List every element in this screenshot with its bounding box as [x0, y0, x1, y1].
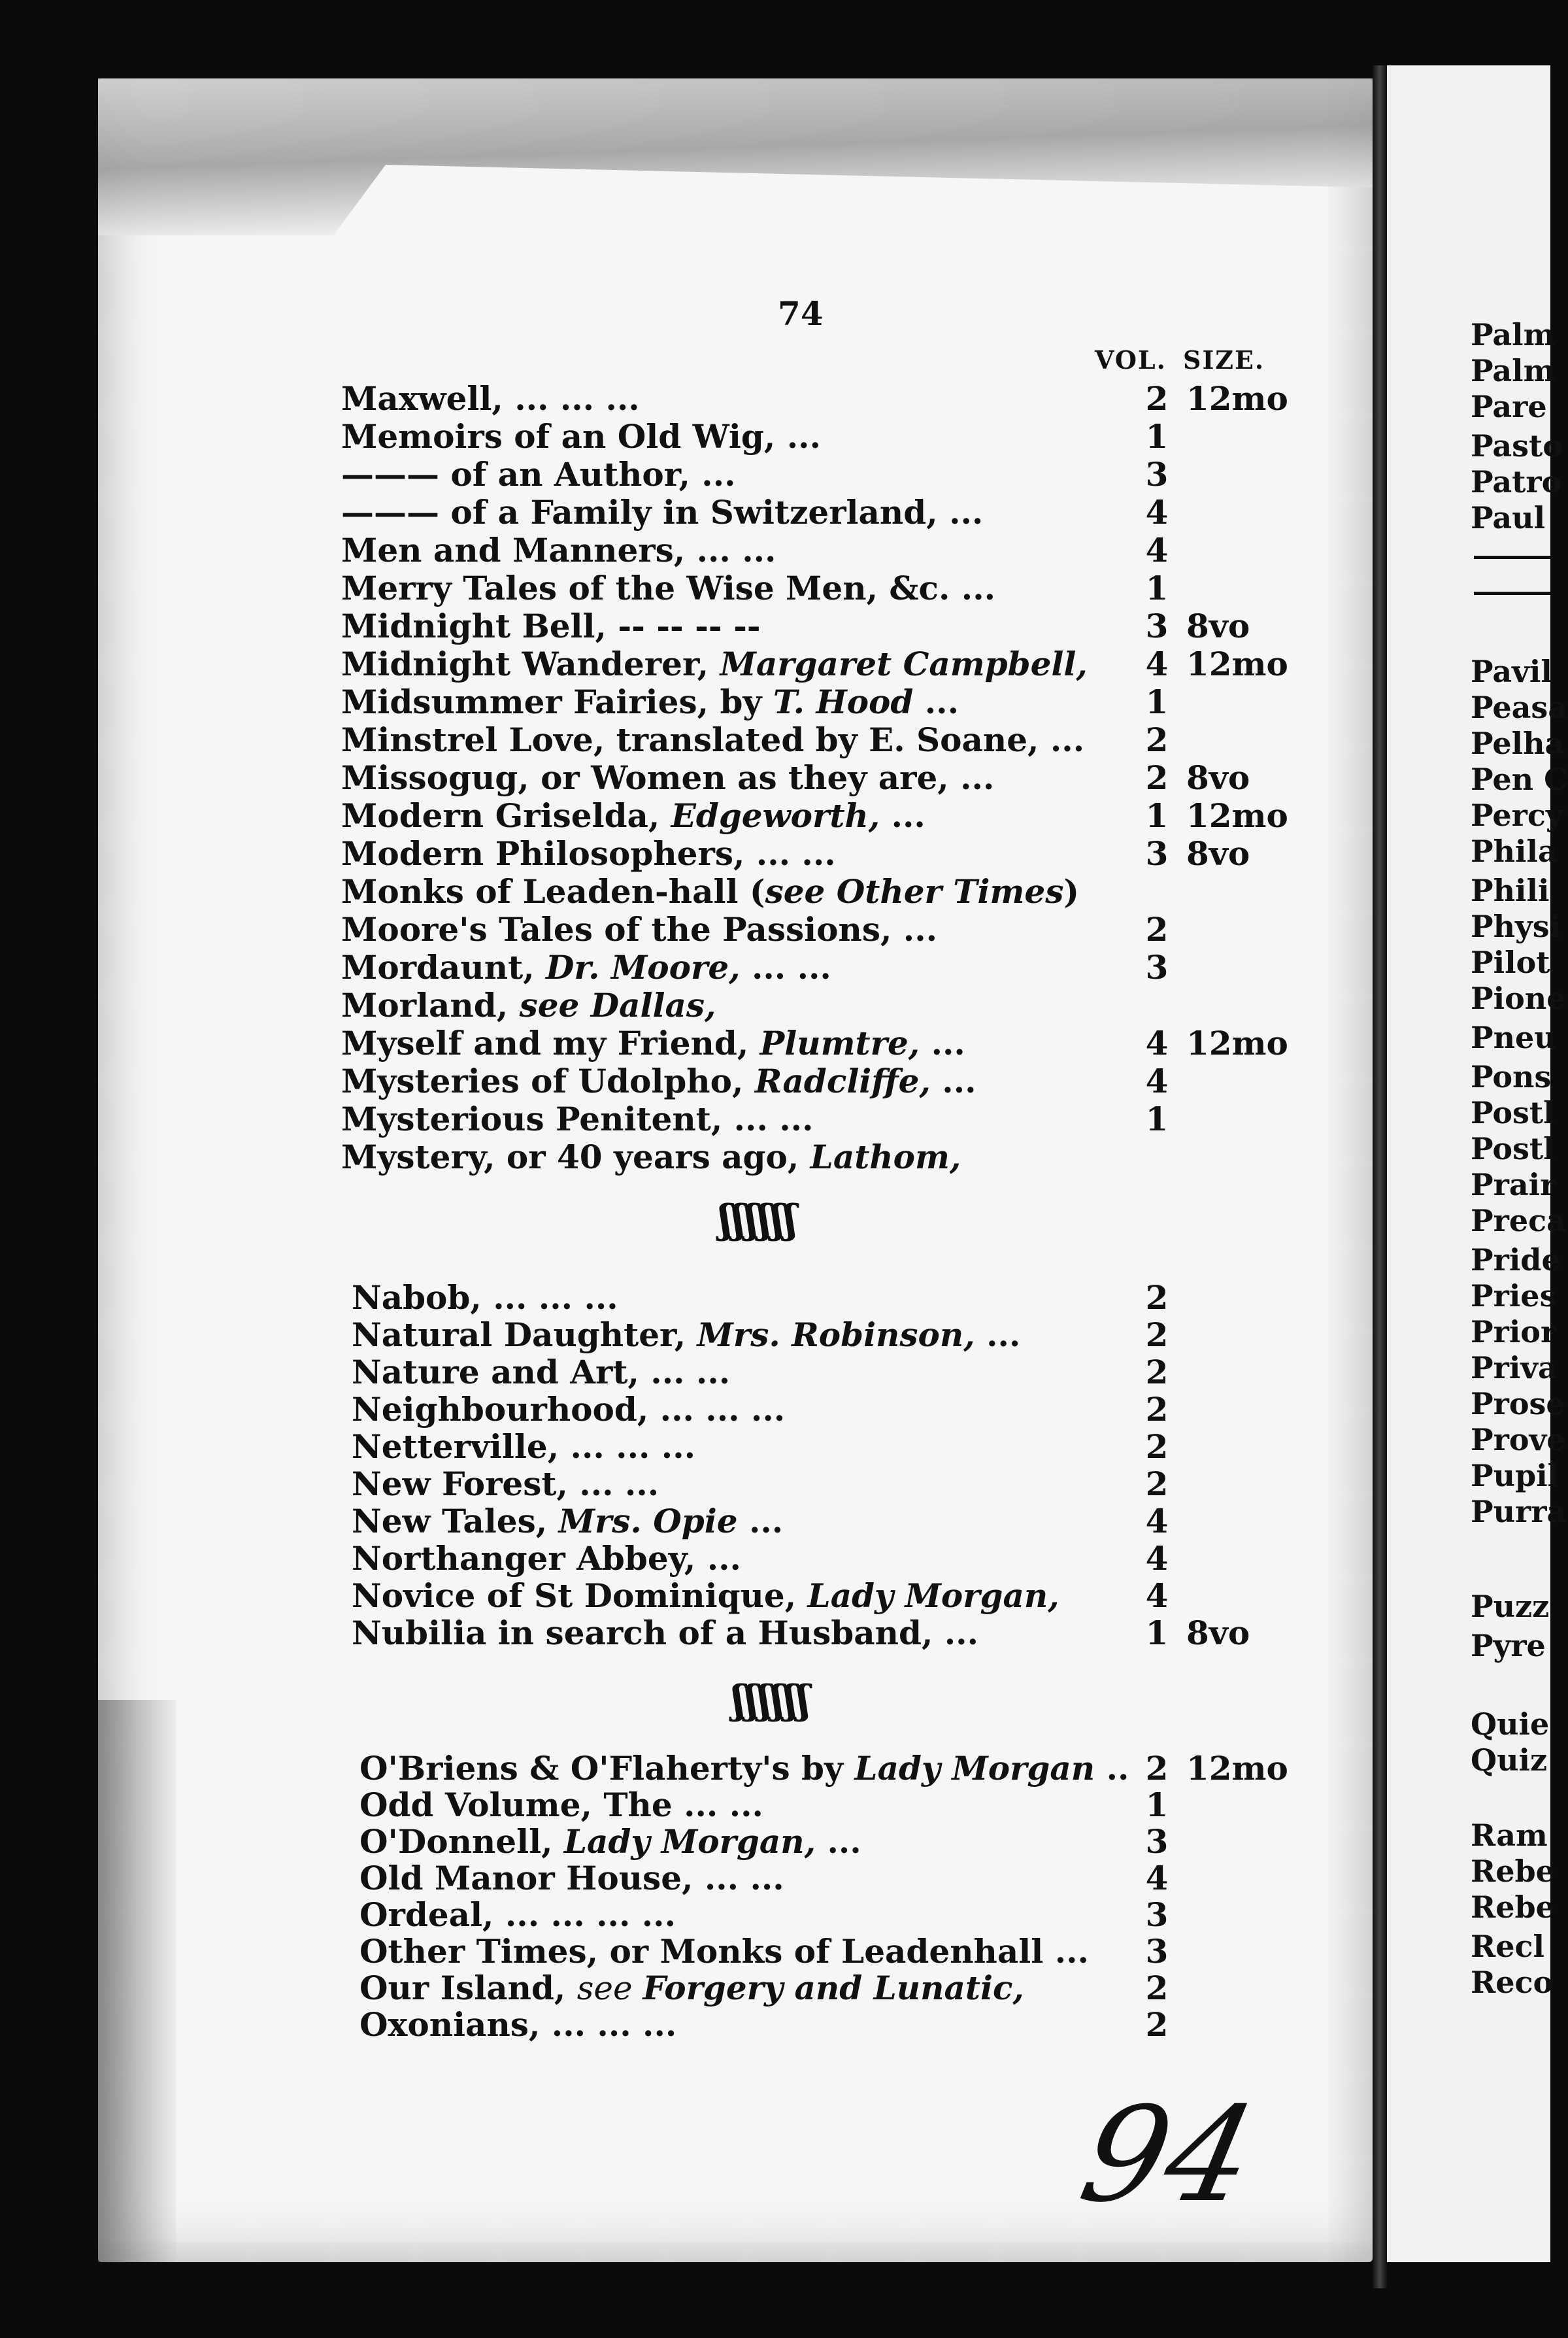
catalogue-entry: [0, 986, 1373, 1024]
entry-size: 12mo: [1186, 1749, 1288, 1787]
entry-volumes: 3: [1145, 834, 1169, 873]
entry-volumes: 4: [1145, 531, 1169, 569]
facing-page-dash: [1474, 556, 1550, 559]
entry-title: Monks of Leaden-hall (see Other Times): [341, 872, 1080, 911]
column-header-size: SIZE.: [1183, 345, 1265, 375]
facing-page-word: Patro: [1471, 464, 1562, 500]
entry-title: Northanger Abbey, ...: [352, 1539, 741, 1578]
catalogue-entry: [0, 1100, 1373, 1138]
entry-title: Modern Griselda, Edgeworth, ...: [341, 796, 926, 835]
facing-page-word: Postl: [1471, 1095, 1555, 1130]
entry-title: Ordeal, ... ... ... ...: [359, 1895, 676, 1934]
catalogue-entry: [0, 493, 1373, 531]
catalogue-entry: [0, 379, 1373, 417]
entry-title: Midnight Wanderer, Margaret Campbell,: [341, 645, 1088, 683]
entry-title: Nabob, ... ... ...: [352, 1278, 618, 1317]
entry-title: Nature and Art, ... ...: [352, 1353, 731, 1391]
entry-title: Moore's Tales of the Passions, ...: [341, 910, 938, 949]
catalogue-entry: [0, 645, 1373, 683]
entry-volumes: 2: [1145, 1278, 1169, 1317]
entry-title: Midsummer Fairies, by T. Hood ...: [341, 683, 959, 721]
facing-page-word: Rebe: [1471, 1854, 1555, 1889]
facing-page-word: Palm: [1471, 353, 1556, 388]
facing-page-word: Recl: [1471, 1929, 1544, 1964]
entry-volumes: 2: [1145, 2005, 1169, 2044]
entry-title: Mysterious Penitent, ... ...: [341, 1100, 814, 1138]
catalogue-entry: [0, 1576, 1373, 1614]
catalogue-entry: [0, 1969, 1373, 2007]
facing-page-word: Pyre: [1471, 1628, 1546, 1663]
entry-title: Other Times, or Monks of Leadenhall ...: [359, 1932, 1089, 1971]
entry-size: 8vo: [1186, 1614, 1250, 1652]
facing-page-word: Pare: [1471, 389, 1547, 424]
catalogue-entry: [0, 1859, 1373, 1897]
entry-title: O'Donnell, Lady Morgan, ...: [359, 1822, 861, 1861]
catalogue-entry: [0, 1614, 1373, 1652]
facing-page-word: Prair: [1471, 1167, 1556, 1202]
entry-title: Oxonians, ... ... ...: [359, 2005, 677, 2044]
facing-page-word: Pelha: [1471, 726, 1565, 761]
entry-title: Missogug, or Women as they are, ...: [341, 758, 995, 797]
catalogue-entry: [0, 1353, 1373, 1391]
entry-title: Novice of St Dominique, Lady Morgan,: [352, 1576, 1059, 1615]
entry-volumes: 3: [1145, 1895, 1169, 1934]
facing-page-dash: [1474, 592, 1550, 595]
entry-title: ——— of a Family in Switzerland, ...: [341, 493, 984, 532]
facing-page-word: Pneu: [1471, 1020, 1556, 1055]
entry-size: 12mo: [1186, 1024, 1288, 1062]
entry-volumes: 2: [1145, 758, 1169, 797]
entry-volumes: 4: [1145, 493, 1169, 532]
entry-volumes: 3: [1145, 1822, 1169, 1861]
facing-page-word: Pons: [1471, 1059, 1552, 1094]
catalogue-entry: [0, 1278, 1373, 1316]
catalogue-entry: [0, 1138, 1373, 1176]
book-gutter: [1373, 65, 1387, 2288]
entry-volumes: 2: [1145, 720, 1169, 759]
entry-volumes: 1: [1145, 796, 1169, 835]
catalogue-entry: [0, 455, 1373, 493]
entry-title: Neighbourhood, ... ... ...: [352, 1390, 786, 1429]
entry-title: ——— of an Author, ...: [341, 455, 736, 494]
facing-page-word: Priva: [1471, 1350, 1558, 1385]
facing-page-word: Pione: [1471, 981, 1566, 1016]
entry-volumes: 2: [1145, 1465, 1169, 1503]
facing-page-word: Ram: [1471, 1818, 1548, 1853]
entry-title: Old Manor House, ... ...: [359, 1859, 784, 1897]
entry-volumes: 4: [1145, 645, 1169, 683]
entry-volumes: 2: [1145, 1427, 1169, 1466]
facing-page-word: Puzz: [1471, 1589, 1550, 1624]
entry-size: 8vo: [1186, 607, 1250, 645]
entry-volumes: 3: [1145, 948, 1169, 987]
facing-page-word: Pilot: [1471, 945, 1550, 980]
catalogue-entry: [0, 1390, 1373, 1428]
entry-title: Mystery, or 40 years ago, Lathom,: [341, 1138, 961, 1176]
entry-title: Maxwell, ... ... ...: [341, 379, 640, 418]
entry-volumes: 2: [1145, 910, 1169, 949]
facing-page-word: Quie: [1471, 1706, 1550, 1742]
entry-volumes: 1: [1145, 417, 1169, 456]
entry-title: Minstrel Love, translated by E. Soane, ...: [341, 720, 1085, 759]
catalogue-entry: [0, 834, 1373, 872]
entry-title: Netterville, ... ... ...: [352, 1427, 696, 1466]
entry-volumes: 3: [1145, 455, 1169, 494]
entry-volumes: 2: [1145, 379, 1169, 418]
entry-volumes: 1: [1145, 1614, 1169, 1652]
entry-size: 12mo: [1186, 796, 1288, 835]
entry-title: Natural Daughter, Mrs. Robinson, ...: [352, 1315, 1021, 1354]
entry-title: Morland, see Dallas,: [341, 986, 716, 1025]
entry-volumes: 1: [1145, 683, 1169, 721]
catalogue-entry: [0, 796, 1373, 834]
catalogue-entry: [0, 531, 1373, 569]
facing-page-word: Physi: [1471, 909, 1561, 944]
facing-page-word: Reco: [1471, 1965, 1554, 2000]
entry-title: Merry Tales of the Wise Men, &c. ...: [341, 569, 996, 607]
facing-page-word: Palm: [1471, 317, 1556, 352]
entry-title: Odd Volume, The ... ...: [359, 1786, 763, 1824]
catalogue-entry: [0, 417, 1373, 455]
catalogue-entry: [0, 1749, 1373, 1787]
entry-title: Nubilia in search of a Husband, ...: [352, 1614, 978, 1652]
catalogue-entry: [0, 1427, 1373, 1465]
section-divider-ornament: ʃʃʃʃʃʃ: [732, 1677, 810, 1723]
entry-title: Memoirs of an Old Wig, ...: [341, 417, 821, 456]
entry-volumes: 4: [1145, 1502, 1169, 1540]
catalogue-entry: [0, 1315, 1373, 1353]
column-header-vol: VOL.: [1095, 345, 1167, 375]
catalogue-entry: [0, 1539, 1373, 1577]
entry-title: Midnight Bell, -- -- -- --: [341, 607, 761, 645]
facing-page-word: Paul: [1471, 500, 1546, 535]
facing-page-word: Prior: [1471, 1314, 1557, 1349]
entry-size: 8vo: [1186, 834, 1250, 873]
catalogue-entry: [0, 1502, 1373, 1540]
catalogue-entry: [0, 948, 1373, 986]
catalogue-entry: [0, 569, 1373, 607]
entry-volumes: 4: [1145, 1859, 1169, 1897]
entry-volumes: 2: [1145, 1390, 1169, 1429]
page-number: 74: [778, 294, 824, 333]
catalogue-entry: [0, 1822, 1373, 1860]
entry-volumes: 2: [1145, 1749, 1169, 1787]
facing-page-word: Postl: [1471, 1131, 1555, 1166]
facing-page-word: Percy: [1471, 798, 1563, 833]
facing-page-word: Prose: [1471, 1386, 1565, 1421]
facing-page-word: Quiz: [1471, 1742, 1548, 1778]
facing-page-word: Pasto: [1471, 428, 1563, 464]
catalogue-entry: [0, 872, 1373, 910]
catalogue-entry: [0, 1786, 1373, 1823]
entry-title: O'Briens & O'Flaherty's by Lady Morgan ..: [359, 1749, 1129, 1787]
facing-page-word: Purra: [1471, 1494, 1567, 1529]
facing-page-word: Rebe: [1471, 1889, 1555, 1925]
entry-title: New Tales, Mrs. Opie ...: [352, 1502, 784, 1540]
catalogue-entry: [0, 1024, 1373, 1062]
facing-page-word: Pavil: [1471, 654, 1552, 689]
catalogue-entry: [0, 683, 1373, 720]
facing-page-word: Pupil: [1471, 1458, 1560, 1493]
catalogue-entry: [0, 758, 1373, 796]
entry-volumes: 2: [1145, 1353, 1169, 1391]
entry-volumes: 2: [1145, 1969, 1169, 2007]
entry-title: Mordaunt, Dr. Moore, ... ...: [341, 948, 831, 987]
entry-volumes: 4: [1145, 1539, 1169, 1578]
catalogue-entry: [0, 1062, 1373, 1100]
handwritten-page-number: 94: [1069, 2079, 1268, 2231]
catalogue-entry: [0, 1932, 1373, 1970]
facing-page-word: Phili: [1471, 873, 1550, 908]
catalogue-entry: [0, 2005, 1373, 2043]
entry-size: 12mo: [1186, 379, 1288, 418]
entry-title: Myself and my Friend, Plumtre, ...: [341, 1024, 965, 1062]
facing-page-word: Phila: [1471, 834, 1558, 869]
entry-title: Men and Manners, ... ...: [341, 531, 776, 569]
entry-size: 12mo: [1186, 645, 1288, 683]
entry-volumes: 2: [1145, 1315, 1169, 1354]
entry-volumes: 1: [1145, 569, 1169, 607]
entry-volumes: 1: [1145, 1100, 1169, 1138]
entry-volumes: 1: [1145, 1786, 1169, 1824]
facing-page-word: Peasa: [1471, 690, 1568, 725]
entry-volumes: 4: [1145, 1062, 1169, 1100]
entry-title: New Forest, ... ...: [352, 1465, 659, 1503]
entry-title: Modern Philosophers, ... ...: [341, 834, 836, 873]
facing-page-word: Prove: [1471, 1422, 1566, 1457]
facing-page-word: Preca: [1471, 1203, 1566, 1238]
catalogue-entry: [0, 1895, 1373, 1933]
section-divider-ornament: ʃʃʃʃʃʃ: [719, 1196, 797, 1242]
entry-volumes: 4: [1145, 1024, 1169, 1062]
facing-page-word: Pride: [1471, 1242, 1561, 1278]
entry-volumes: 4: [1145, 1576, 1169, 1615]
entry-volumes: 3: [1145, 1932, 1169, 1971]
entry-title: Our Island, see Forgery and Lunatic,: [359, 1969, 1024, 2007]
catalogue-entry: [0, 720, 1373, 758]
entry-title: Mysteries of Udolpho, Radcliffe, ...: [341, 1062, 976, 1100]
entry-size: 8vo: [1186, 758, 1250, 797]
facing-page-word: Pen C: [1471, 762, 1568, 797]
facing-page-word: Pries: [1471, 1278, 1557, 1313]
catalogue-entry: [0, 1465, 1373, 1502]
catalogue-entry: [0, 607, 1373, 645]
catalogue-entry: [0, 910, 1373, 948]
entry-volumes: 3: [1145, 607, 1169, 645]
